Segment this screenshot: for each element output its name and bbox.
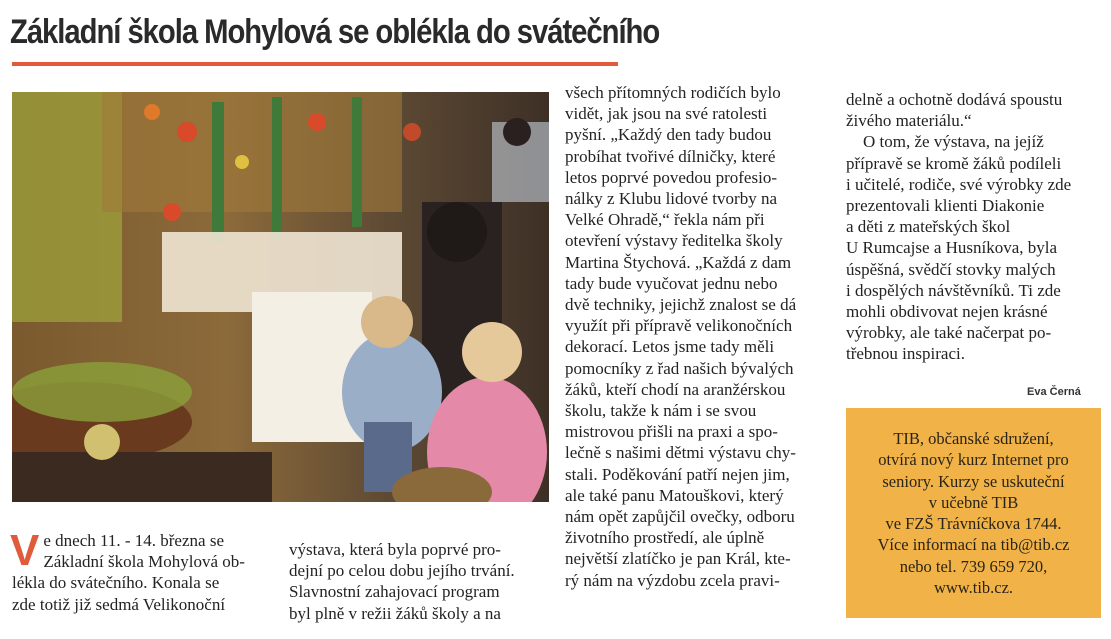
text-line: nám opět zapůjčil ovečky, odboru [565,507,795,527]
text-line: všech přítomných rodičích bylo [565,83,781,102]
text-line: Martina Štychová. „Každá z dam [565,252,792,272]
text-line: letos poprvé povedou profesio- [565,167,777,187]
text-line: žáků, kteří chodí na aranžérskou [565,379,786,399]
text-line: školu, takže k nám i se svou [565,401,757,421]
text-line: dekorací. Letos jsme tady měli [565,337,775,357]
text-line: největší zlatíčko je pan Král, kte- [565,549,791,569]
text-line: výstava, která byla poprvé pro- [289,540,501,559]
text-line: pomocníky z řad našich bývalých [565,358,794,378]
text-line: Slavnostní zahajovací program [289,582,500,602]
text-line: lékla do svátečního. Konala se [12,573,220,593]
article-column-4 [846,89,1101,365]
text-line: probíhat tvořivé dílničky, které [565,146,776,166]
text-line: třebnou inspiraci. [846,344,965,364]
headline-rule [12,62,618,66]
text-line: rý nám na výzdobu zcela pravi- [565,570,780,590]
ad-line: nebo tel. 739 659 720, [899,556,1048,576]
article-photo [12,92,549,502]
text-line: dvě techniky, jejichž znalost se dá [565,295,797,315]
advertisement-box [846,408,1101,618]
text-line: výrobky, ale také načerpat po- [846,323,1052,343]
text-line: byl plně v režii žáků školy a na [289,603,501,623]
ad-line: www.tib.cz. [933,578,1014,598]
text-line: lečně s našimi dětmi výstavu chy- [565,443,796,463]
text-line: e dnech 11. - 14. března se [43,531,224,550]
text-line: stali. Poděkování patří nejen jim, [565,464,790,484]
ad-line: seniory. Kurzy se uskuteční [882,471,1065,491]
text-line: dejní po celou dobu jejího trvání. [289,561,515,581]
text-line: i učitelé, rodiče, své výrobky zde [846,174,1072,194]
text-line: živého materiálu.“ [846,111,972,131]
text-line: mohli obdivovat nejen krásné [846,302,1048,322]
text-line: U Rumcajse a Husníkova, byla [846,238,1058,258]
text-line: životního prostředí, ale úplně [565,528,765,548]
text-line: Velké Ohradě,“ řekla nám při [565,210,765,230]
text-line: nálky z Klubu lidové tvorby na [565,189,777,209]
article-column-1 [10,526,267,615]
text-line: využít při přípravě velikonočních [565,316,793,336]
article-column-2 [289,539,539,624]
easter-exhibition-photo [12,92,549,502]
text-line: prezentovali klienti Diakonie [846,196,1045,216]
text-line: otevření výstavy ředitelka školy [565,231,783,251]
text-line: mistrovou přišli na praxi a spo- [565,422,778,442]
author-byline: Eva Černá [1027,386,1081,398]
text-line: přípravě se kromě žáků podíleli [846,153,1062,173]
ad-line: TIB, občanské sdružení, [893,429,1054,448]
text-line: vidět, jak jsou na své ratolesti [565,104,768,124]
text-line: a děti z mateřských škol [846,217,1011,237]
ad-line: ve FZŠ Trávníčkova 1744. [885,514,1062,534]
article-column-3 [565,82,827,591]
text-line: zde totiž již sedmá Velikonoční [12,594,226,614]
text-line: delně a ochotně dodává spoustu [846,90,1063,109]
text-line: i dospělých návštěvníků. Ti zde [846,280,1061,300]
text-line: ale také panu Matouškovi, který [565,485,784,505]
text-line: Základní škola Mohylová ob- [43,552,245,572]
text-line: úspěšná, svědčí stovky malých [846,259,1056,279]
text-line: O tom, že výstava, na jejíž [846,132,1044,152]
ad-line: v učebně TIB [928,492,1019,512]
text-line: pyšní. „Každý den tady budou [565,125,772,145]
article-headline: Základní škola Mohylová se oblékla do svátečního [10,13,660,51]
text-line: tady bude vyučovat jednu nebo [565,273,778,293]
ad-line: otvírá nový kurz Internet pro [878,450,1069,470]
ad-line: Více informací na tib@tib.cz [877,535,1070,555]
drop-cap: V [10,526,40,575]
